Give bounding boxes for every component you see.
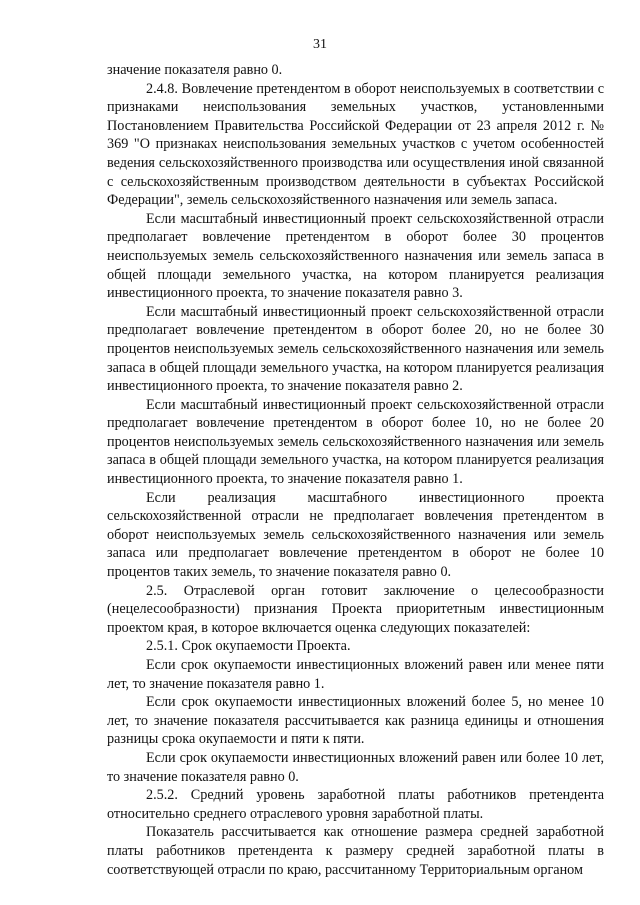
page-number: 31 bbox=[313, 37, 327, 52]
paragraph-clause-2-5-2: 2.5.2. Средний уровень заработной платы работников претендента относительно среднего отраслевого уровня заработной платы. bbox=[107, 787, 604, 822]
paragraph-continuation: значение показателя равно 0. bbox=[107, 62, 283, 78]
paragraph-condition-30-percent: Если масштабный инвестиционный проект сельскохозяйственной отрасли предполагает вовлечение претендентом в оборот более 30 процентов неиспользуемых земель сельскохозяйственного назначения или земель запаса в общей площади земельного участка, на котором планируется реализация инвестиционного проекта, то значение показателя равно 3. bbox=[107, 210, 604, 302]
paragraph-payback-5-10: Если срок окупаемости инвестиционных вложений более 5, но менее 10 лет, то значение показателя рассчитывается как разница единицы и отношения разницы срока окупаемости и пяти к пяти. bbox=[107, 694, 604, 748]
paragraph-payback-over-10: Если срок окупаемости инвестиционных вложений равен или более 10 лет, то значение показателя равно 0. bbox=[107, 749, 604, 785]
paragraph-salary-ratio: Показатель рассчитывается как отношение размера средней заработной платы работников претендента к размеру средней заработной платы в соответствующей отрасли по краю, рассчитанному Территориальным органом bbox=[107, 824, 604, 878]
paragraph-payback-under-5: Если срок окупаемости инвестиционных вложений равен или менее пяти лет, то значение показателя равно 1. bbox=[107, 657, 604, 692]
paragraph-clause-2-4-8: 2.4.8. Вовлечение претендентом в оборот неиспользуемых в соответствии с признаками неиспользования земельных участков, установленными Постановлением Правительства Российской Федерации от 23 апреля 2012 г. № 369 "О признаках неиспользования земельных участков с учетом особенностей ведения сельскохозяйственного производства или осуществления иной связанной с сельскохозяйственным производством деятельности в субъектах Российской Федерации", земель сельскохозяйственного назначения или земель запаса. bbox=[107, 80, 604, 209]
document-body bbox=[107, 61, 604, 879]
paragraph-clause-2-5: 2.5. Отраслевой орган готовит заключение о целесообразности (нецелесообразности) признания Проекта приоритетным инвестиционным проектом края, в которое включается оценка следующих показателей: bbox=[107, 582, 604, 636]
paragraph-condition-20-30-percent: Если масштабный инвестиционный проект сельскохозяйственной отрасли предполагает вовлечение претендентом в оборот более 20, но не более 30 процентов неиспользуемых земель сельскохозяйственного назначения или земель запаса в общей площади земельного участка, на котором планируется реализация инвестиционного проекта, то значение показателя равно 2. bbox=[107, 303, 604, 395]
paragraph-condition-under-10-percent: Если реализация масштабного инвестиционного проекта сельскохозяйственной отрасли не предполагает вовлечения претендентом в оборот неиспользуемых земель сельскохозяйственного назначения или земель запаса или предполагает вовлечение претендентом в оборот не более 10 процентов таких земель, то значение показателя равно 0. bbox=[107, 489, 604, 581]
paragraph-condition-10-20-percent: Если масштабный инвестиционный проект сельскохозяйственной отрасли предполагает вовлечение претендентом в оборот более 10, но не более 20 процентов неиспользуемых земель сельскохозяйственного назначения или земель запаса в общей площади земельного участка, на котором планируется реализация инвестиционного проекта, то значение показателя равно 1. bbox=[107, 396, 604, 488]
paragraph-clause-2-5-1: 2.5.1. Срок окупаемости Проекта. bbox=[146, 638, 351, 655]
